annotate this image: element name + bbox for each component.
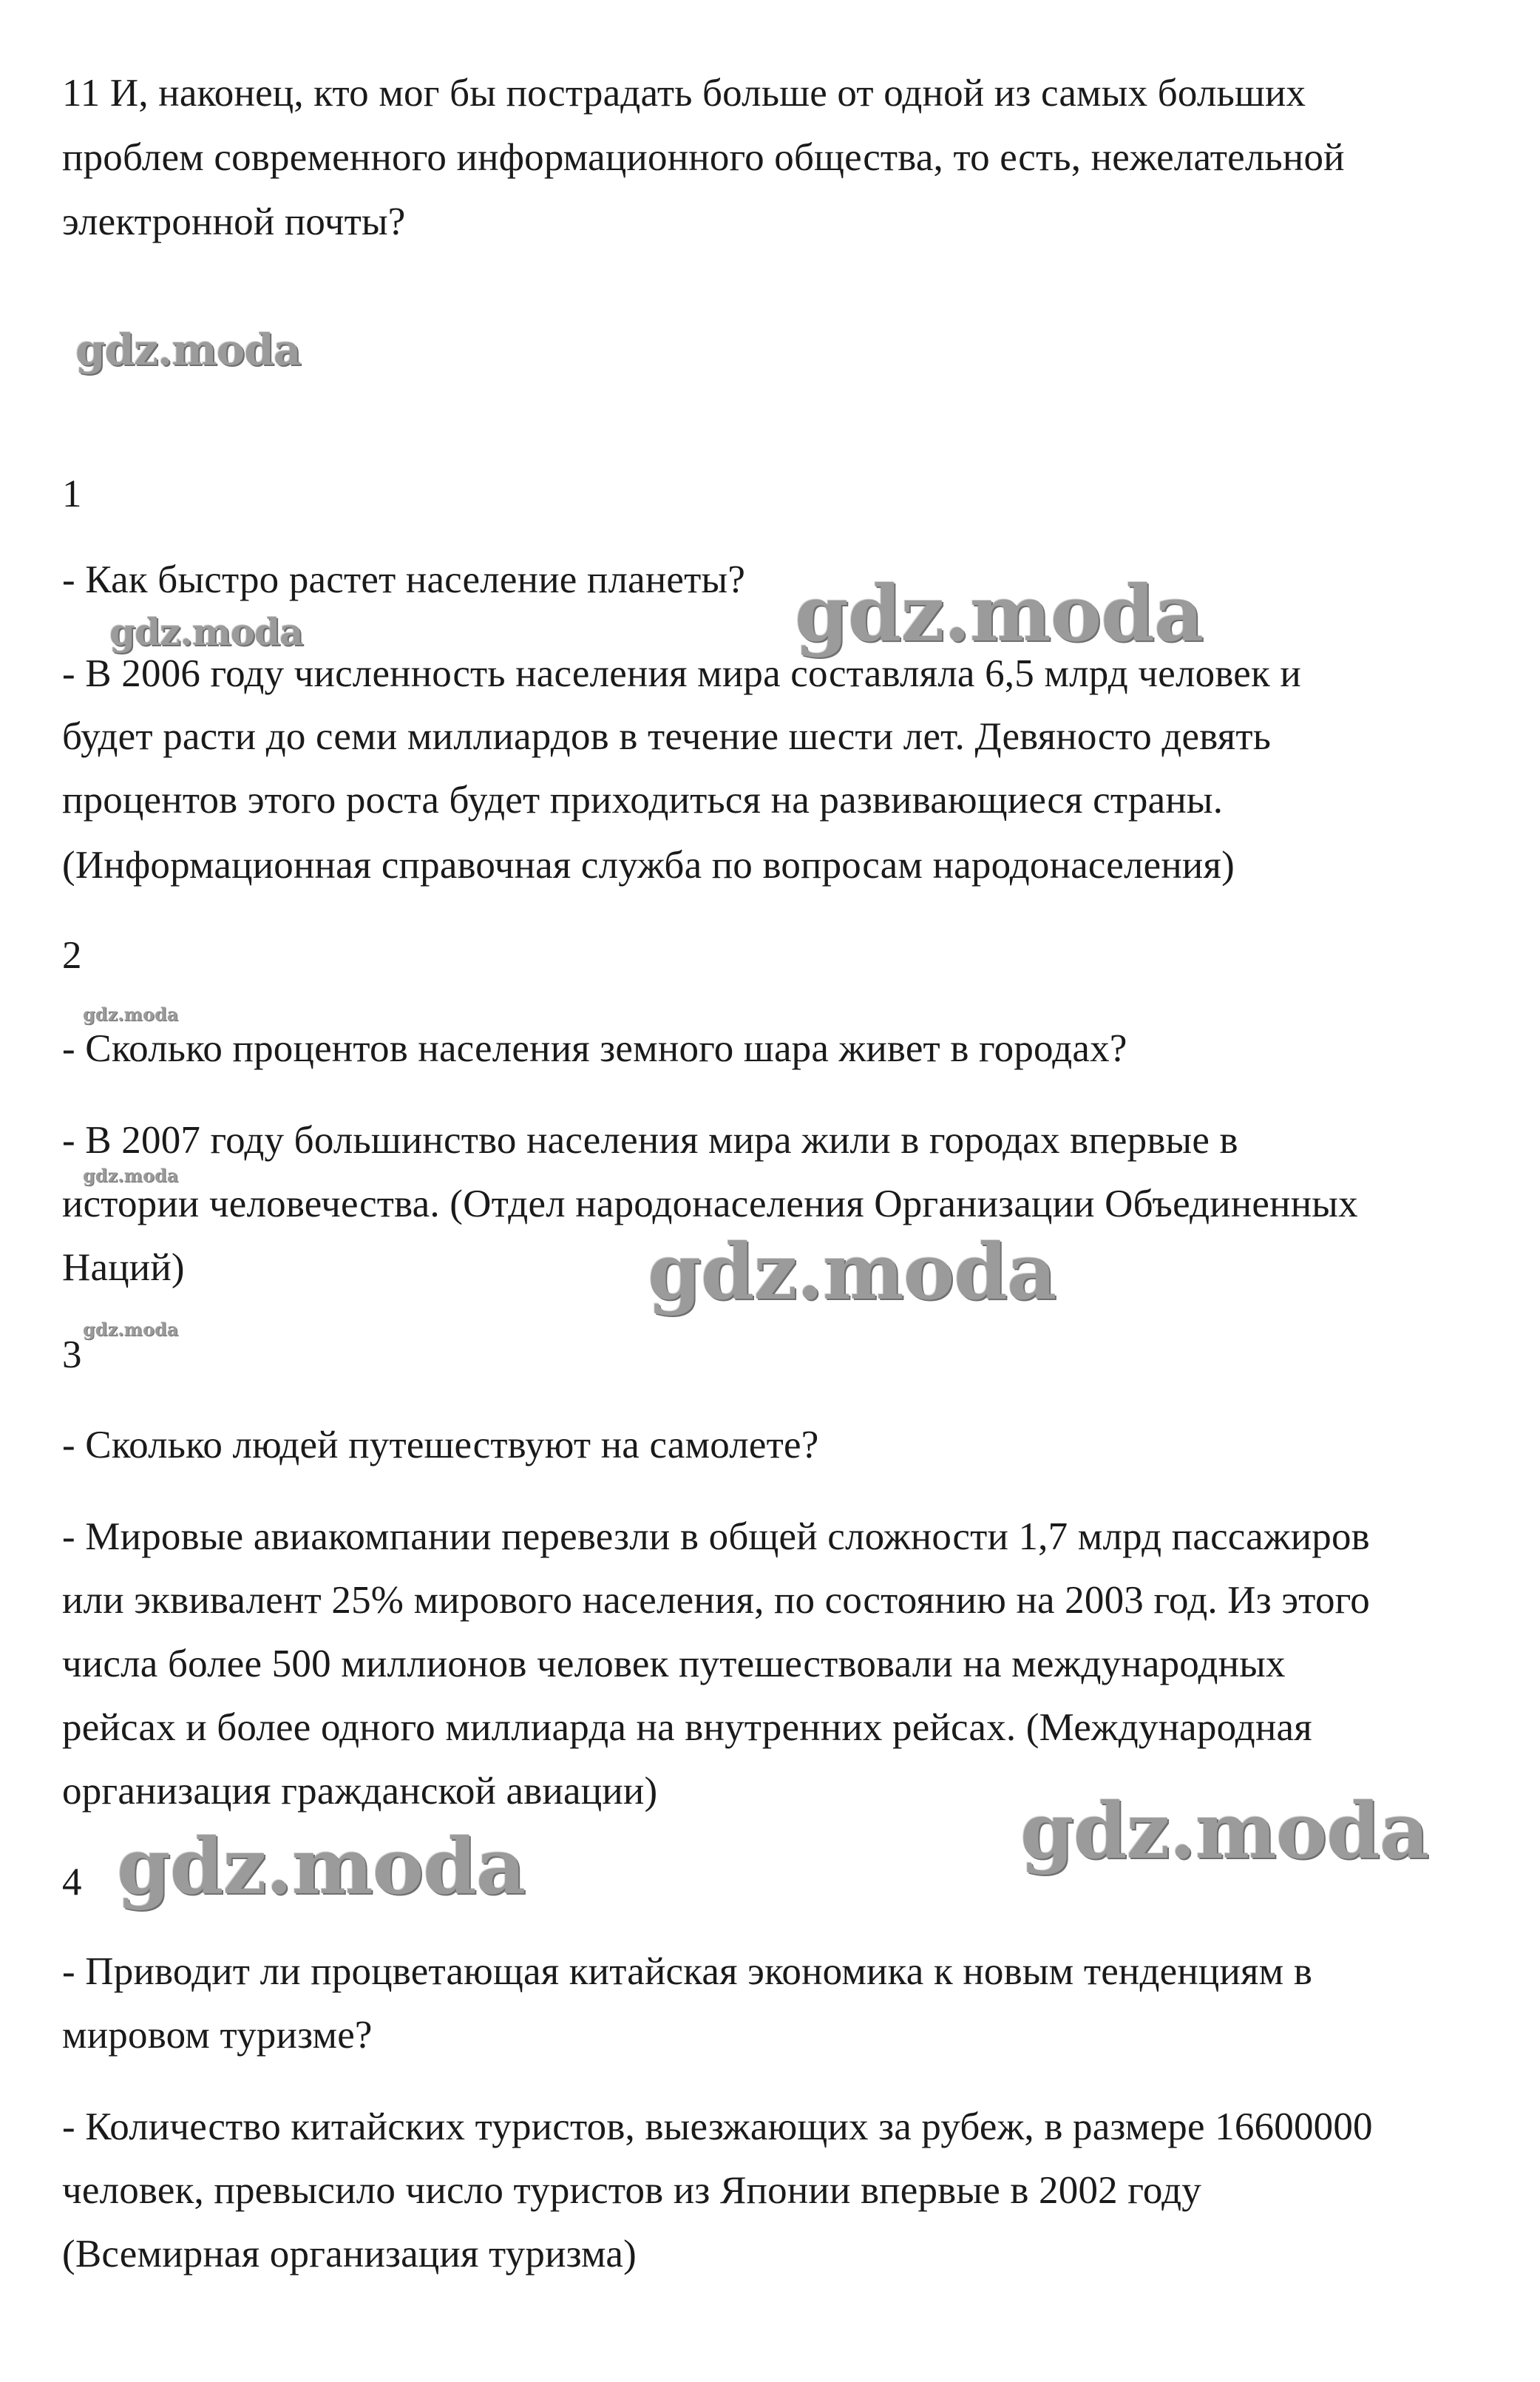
item-answer-line: или эквивалент 25% мирового населения, по состоянию на 2003 год. Из этого (62, 1579, 1370, 1622)
item-question: - Как быстро растет население планеты? (62, 558, 746, 601)
intro-line: 11 И, наконец, кто мог бы пострадать больше от одной из самых больших (62, 72, 1306, 115)
item-answer-line: человек, превысило число туристов из Японии впервые в 2002 году (62, 2169, 1201, 2212)
watermark: gdz.moda (75, 325, 301, 375)
item-question: - Сколько людей путешествуют на самолете? (62, 1424, 819, 1466)
watermark: gdz.moda (83, 1165, 179, 1186)
item-answer-line: процентов этого роста будет приходиться на развивающиеся страны. (62, 779, 1224, 822)
watermark: gdz.moda (83, 1319, 179, 1340)
intro-line: проблем современного информационного общества, то есть, нежелательной (62, 136, 1345, 179)
item-answer-line: - Количество китайских туристов, выезжающих за рубеж, в размере 16600000 (62, 2105, 1373, 2148)
item-number: 4 (62, 1861, 82, 1904)
watermark: gdz.moda (117, 1821, 526, 1912)
item-number: 2 (62, 934, 82, 977)
item-question: - Сколько процентов населения земного шара живет в городах? (62, 1027, 1127, 1070)
item-answer-line: - Мировые авиакомпании перевезли в общей сложности 1,7 млрд пассажиров (62, 1515, 1370, 1558)
item-answer-line: числа более 500 миллионов человек путешествовали на международных (62, 1642, 1286, 1685)
item-answer-line: - В 2007 году большинство населения мира жили в городах впервые в (62, 1119, 1238, 1162)
item-answer-line: будет расти до семи миллиардов в течение шести лет. Девяносто девять (62, 715, 1272, 758)
item-number: 3 (62, 1333, 82, 1376)
item-number: 1 (62, 473, 82, 515)
item-answer-line: - В 2006 году численность населения мира составляла 6,5 млрд человек и (62, 652, 1301, 695)
item-question: мировом туризме? (62, 2014, 373, 2057)
item-answer-line: (Информационная справочная служба по вопросам народонаселения) (62, 844, 1235, 887)
watermark: gdz.moda (648, 1226, 1056, 1317)
watermark: gdz.moda (109, 610, 303, 654)
item-answer-line: Наций) (62, 1246, 185, 1289)
item-answer-line: организация гражданской авиации) (62, 1770, 658, 1813)
item-answer-line: истории человечества. (Отдел народонаселения Организации Объединенных (62, 1182, 1358, 1225)
item-question: - Приводит ли процветающая китайская экономика к новым тенденциям в (62, 1950, 1313, 1993)
intro-line: электронной почты? (62, 200, 406, 243)
item-answer-line: рейсах и более одного миллиарда на внутренних рейсах. (Международная (62, 1706, 1312, 1749)
item-answer-line: (Всемирная организация туризма) (62, 2233, 637, 2276)
watermark: gdz.moda (1020, 1785, 1429, 1876)
watermark: gdz.moda (83, 1004, 179, 1025)
watermark: gdz.moda (795, 568, 1204, 659)
